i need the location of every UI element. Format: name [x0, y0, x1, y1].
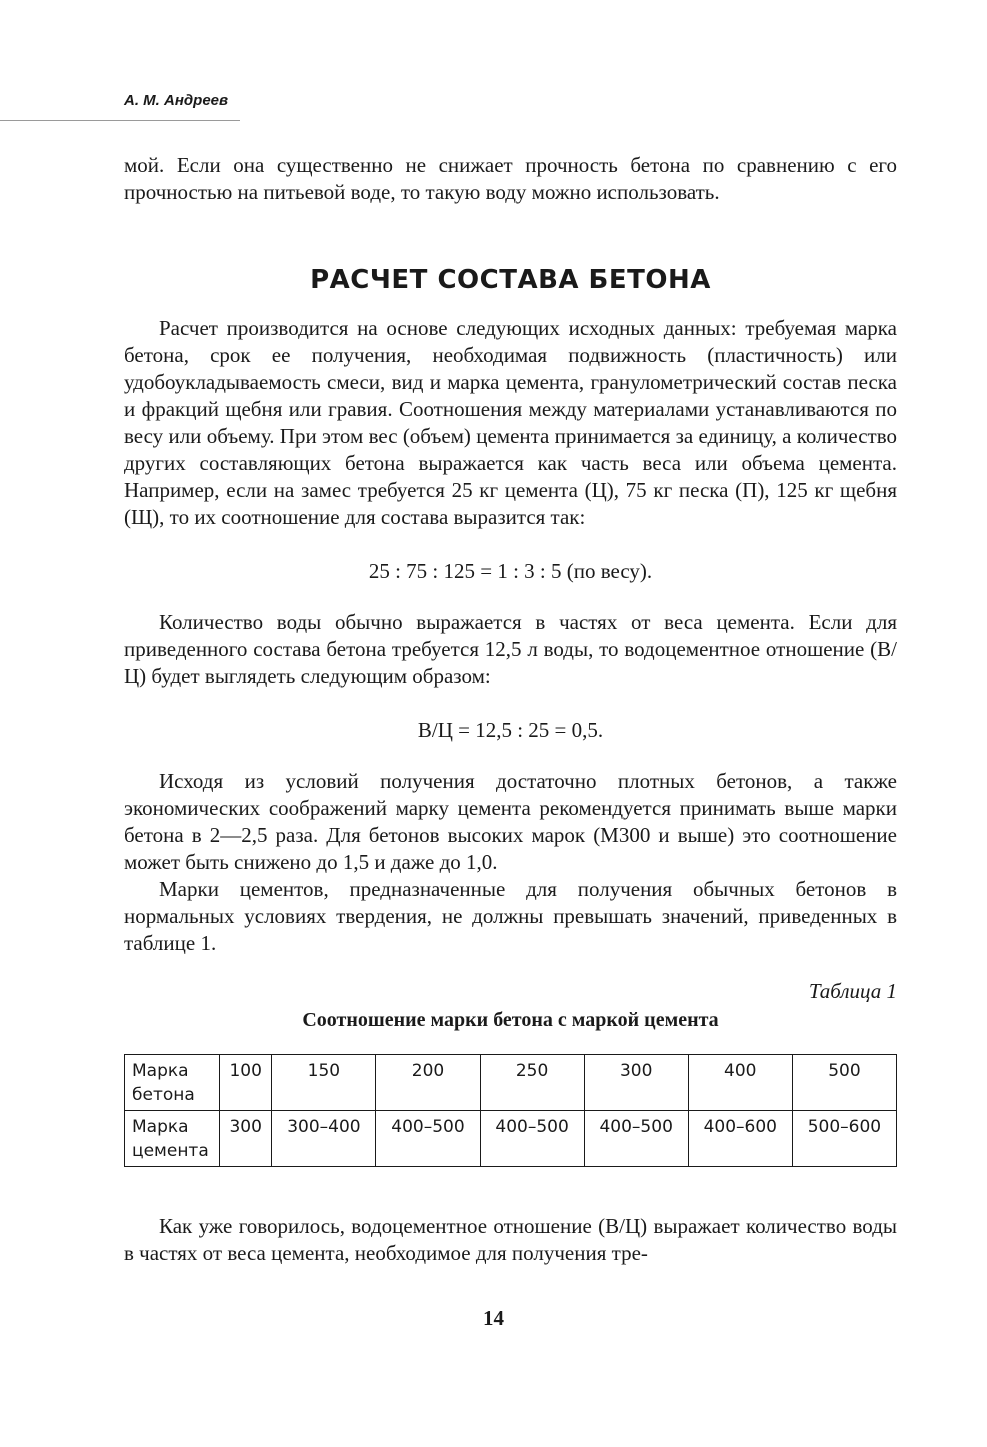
section-title: РАСЧЕТ СОСТАВА БЕТОНА — [310, 265, 711, 295]
table-cell: 250 — [480, 1055, 584, 1111]
paragraph-cement-grade: Исходя из условий получения достаточно плотных бетонов, а также экономических соображений марку цемента рекомендуется принимать выше марки бетона в 2—2,5 раза. Для бетонов высоких марок (М300 и выше) это соотношение может быть снижено до 1,5 и даже до 1,0. — [124, 769, 897, 874]
table-cell: 150 — [272, 1055, 376, 1111]
formula-mix-ratio: 25 : 75 : 125 = 1 : 3 : 5 (по весу). — [368, 559, 653, 583]
row-header: Марка бетона — [125, 1055, 220, 1111]
page-number: 14 — [483, 1306, 504, 1330]
table-row — [125, 1111, 897, 1167]
table-cell: 400–600 — [688, 1111, 792, 1167]
table-cell: 300–400 — [272, 1111, 376, 1167]
table-cell: 500–600 — [792, 1111, 896, 1167]
paragraph-cement-limits: Марки цементов, предназначенные для получения обычных бетонов в нормальных условиях твердения, не должны превышать значений, приведенных в таблице 1. — [124, 877, 897, 955]
page-content — [124, 152, 897, 1267]
paragraph-calculation-basis: Расчет производится на основе следующих исходных данных: требуемая марка бетона, срок ее получения, необходимая подвижность (пластичность) или удобоукладываемость смеси, вид и марка цемента, гранулометрический состав песка и фракций щебня или гравия. Соотношения между материалами устанавливаются по весу или объему. При этом вес (объем) цемента принимается за единицу, а количество других составляющих бетона выражается как часть веса или объема цемента. Например, если на замес требуется 25 кг цемента (Ц), 75 кг песка (П), 125 кг щебня (Щ), то их соотношение для состава выразится так: — [124, 316, 897, 529]
paragraph-continued: мой. Если она существенно не снижает прочность бетона по сравнению с его прочностью на питьевой воде, то такую воду можно использовать. — [124, 153, 897, 204]
table-cell: 400 — [688, 1055, 792, 1111]
table-label: Таблица 1 — [808, 979, 897, 1003]
running-head-author: А. М. Андреев — [124, 92, 229, 109]
paragraph-water-cement: Как уже говорилось, водоцементное отношение (В/Ц) выражает количество воды в частях от веса цемента, необходимое для получения тре- — [124, 1214, 897, 1265]
table-cell: 300 — [584, 1055, 688, 1111]
table-cell: 400–500 — [480, 1111, 584, 1167]
formula-water-cement-ratio: В/Ц = 12,5 : 25 = 0,5. — [417, 718, 604, 742]
table-cell: 400–500 — [584, 1111, 688, 1167]
table-cell: 100 — [220, 1055, 272, 1111]
paragraph-water-amount: Количество воды обычно выражается в частях от веса цемента. Если для приведенного состава бетона требуется 12,5 л воды, то водоцементное отношение (В/Ц) будет выглядеть следующим образом: — [124, 610, 897, 688]
table-cell: 200 — [376, 1055, 480, 1111]
row-header: Марка цемента — [125, 1111, 220, 1167]
grade-table — [124, 1054, 897, 1167]
table-cell: 400–500 — [376, 1111, 480, 1167]
table-cell: 300 — [220, 1111, 272, 1167]
table-cell: 500 — [792, 1055, 896, 1111]
header-rule — [0, 120, 240, 121]
table-row — [125, 1055, 897, 1111]
table-title: Соотношение марки бетона с маркой цемента — [302, 1009, 719, 1031]
